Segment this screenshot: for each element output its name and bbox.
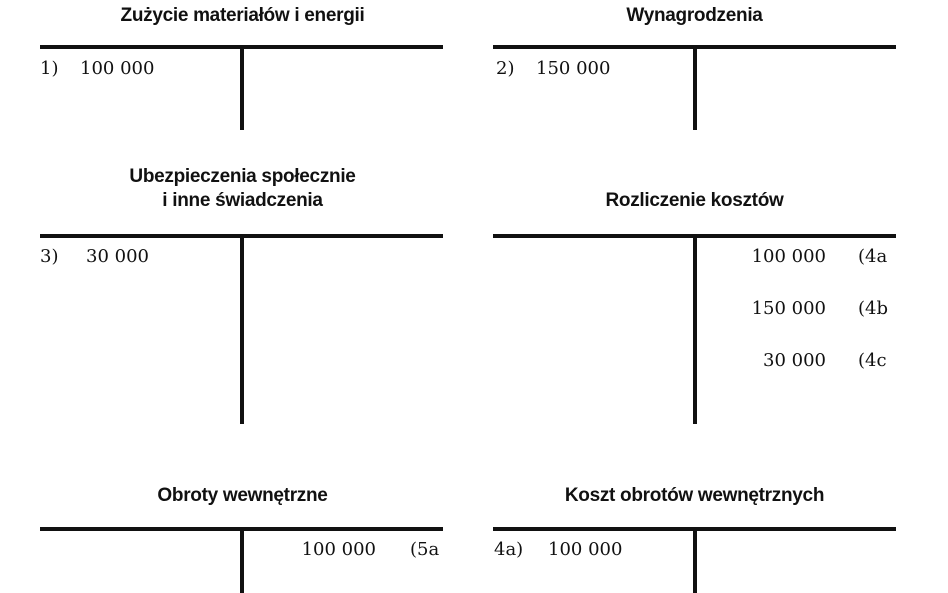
account-title: Obroty wewnętrzne bbox=[157, 485, 328, 506]
debit-entry-amount: 100 000 bbox=[80, 58, 155, 79]
debit-entry-amount: 150 000 bbox=[536, 58, 611, 79]
account-title: Zużycie materiałów i energii bbox=[120, 5, 365, 26]
t-account-vertical-line bbox=[240, 236, 244, 424]
account-title: Koszt obrotów wewnętrznych bbox=[564, 485, 825, 506]
credit-entry-ref: (5a bbox=[410, 539, 440, 560]
debit-entry-amount: 100 000 bbox=[548, 539, 623, 560]
debit-entry-amount: 30 000 bbox=[86, 246, 149, 267]
credit-entry-amount: 150 000 bbox=[751, 298, 826, 319]
debit-entry-ref: 4a) bbox=[494, 539, 524, 560]
credit-entry-amount: 100 000 bbox=[751, 246, 826, 267]
t-account-vertical-line bbox=[240, 47, 244, 130]
credit-entry-ref: (4c bbox=[858, 350, 887, 371]
credit-entry-amount: 100 000 bbox=[301, 539, 376, 560]
account-title: Wynagrodzenia bbox=[626, 5, 763, 26]
account-title-line-1: Ubezpieczenia społecznie bbox=[129, 166, 356, 187]
credit-entry-ref: (4a bbox=[858, 246, 888, 267]
debit-entry-ref: 3) bbox=[40, 246, 59, 267]
t-account-vertical-line bbox=[693, 47, 697, 130]
credit-entry-ref: (4b bbox=[858, 298, 888, 319]
credit-entry-amount: 30 000 bbox=[763, 350, 826, 371]
debit-entry-ref: 1) bbox=[40, 58, 59, 79]
t-account-vertical-line bbox=[240, 529, 244, 593]
t-account-vertical-line bbox=[693, 236, 697, 424]
account-title-line-2: i inne świadczenia bbox=[162, 190, 323, 211]
debit-entry-ref: 2) bbox=[496, 58, 515, 79]
t-account-vertical-line bbox=[693, 529, 697, 593]
account-title: Rozliczenie kosztów bbox=[605, 190, 784, 211]
